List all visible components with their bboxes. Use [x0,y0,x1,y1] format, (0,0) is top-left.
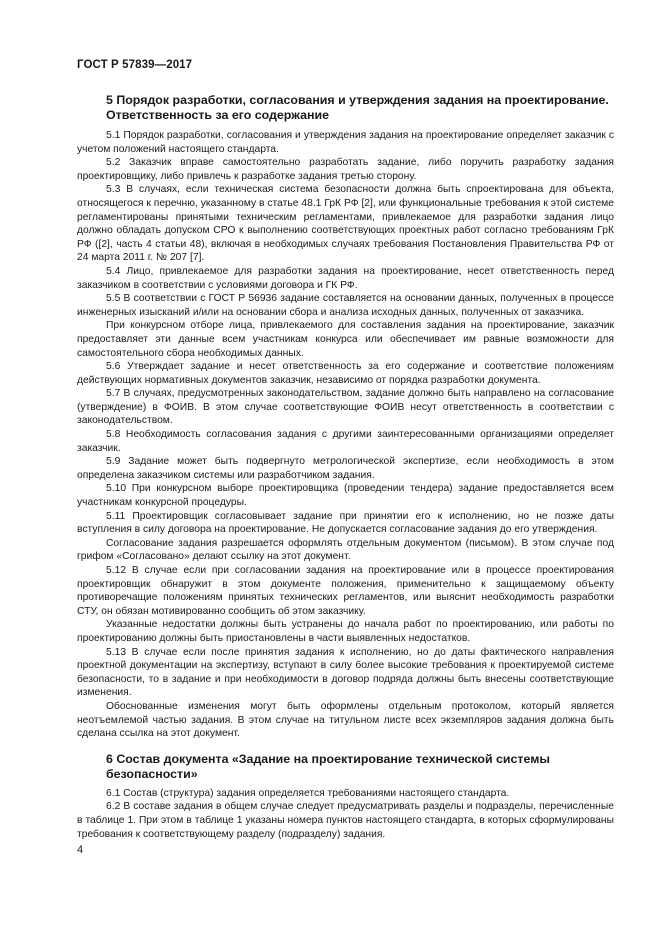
page-number: 4 [77,844,84,856]
paragraph: 5.11 Проектировщик согласовывает задание при принятии его к исполнению, но не позже даты вступления в силу договора на проектирование. Не допускается согласование задания до его утверждения. [77,510,614,536]
page-content [77,93,614,841]
paragraph: 5.13 В случае если после принятия задания к исполнению, но до даты фактического направления проектной документации на экспертизу, вступают в силу более высокие требования к проектируемой системе безопасности, то в задание и при необходимости в договор подряда должны быть внесены соответствующие изменения. [77,646,614,699]
paragraph: 5.3 В случаях, если техническая система безопасности должна быть спроектирована для объекта, относящегося к перечню, указанному в статье 48.1 ГрК РФ [2], или функциональные требования к этой системе регламентированы принятыми техническим регламентами, привлекаемое для разработки задания лицо должно обладать допуском СРО к выполнению соответствующих проектных работ согласно требованиям ГрК РФ ([2], часть 4 статьи 48), включая в необходимых случаях требования Постановления Правительства РФ от 24 марта 2011 г. № 207 [7]. [77,184,614,264]
paragraph: Согласование задания разрешается оформлять отдельным документом (письмом). В этом случае под грифом «Согласовано» делают ссылку на этот документ. [77,537,614,563]
document-header: ГОСТ Р 57839—2017 [77,59,193,71]
paragraph: 6.1 Состав (структура) задания определяется требованиями настоящего стандарта. [106,787,510,799]
paragraph: Обоснованные изменения могут быть оформлены отдельным протоколом, который является неотъемлемой частью задания. В этом случае на титульном листе всех экземпляров задания должна быть сделана ссылка на этот документ. [77,700,614,740]
paragraph: При конкурсном отборе лица, привлекаемого для составления задания на проектирование, заказчик предоставляет эти данные всем участникам конкурса или обеспечивает им равные возможности для самостоятельного сбора необходимых данных. [77,320,614,359]
paragraph: 5.6 Утверждает задание и несет ответственность за его содержание и соответствие положениям действующих нормативных документов заказчик, независимо от порядка разработки документа. [77,361,614,386]
paragraph: 5.7 В случаях, предусмотренных законодательством, задание должно быть направлено на согласование (утверждение) в ФОИВ. В этом случае соответствующие ФОИВ несут ответственность в соответствии с законодательством. [77,388,614,427]
paragraph: 5.2 Заказчик вправе самостоятельно разработать задание, либо поручить разработку задания проектировщику, либо привлечь к разработке задания третью сторону. [77,157,614,182]
paragraph: 5.1 Порядок разработки, согласования и утверждения задания на проектирование определяет заказчик с учетом положений настоящего стандарта. [77,130,614,155]
paragraph: 5.4 Лицо, привлекаемое для разработки задания на проектирование, несет ответственность перед заказчиком в соответствии с условиями договора и ГК РФ. [77,265,614,291]
paragraph: 5.9 Задание может быть подвергнуто метрологической экспертизе, если необходимость в этом определена заказчиком системы или разработчиком задания. [77,456,614,481]
paragraph: 5.8 Необходимость согласования задания с другими заинтересованными организациями определяет заказчик. [77,429,614,454]
section-5-title: 5 Порядок разработки, согласования и утверждения задания на проектирование. Ответственность за его содержание [106,93,609,122]
paragraph: 6.2 В составе задания в общем случае следует предусматривать разделы и подразделы, перечисленные в таблице 1. При этом в таблице 1 указаны номера пунктов настоящего стандарта, в которых сформулированы требования к соответствующему разделу (подразделу) задания. [77,801,614,840]
paragraph: 5.5 В соответствии с ГОСТ Р 56936 задание составляется на основании данных, полученных в процессе инженерных изысканий и/или на основании сбора и анализа исходных данных, полученных от заказчика. [77,293,614,318]
section-6-title: 6 Состав документа «Задание на проектирование технической системы безопасности» [106,751,550,781]
paragraph: Указанные недостатки должны быть устранены до начала работ по проектированию, или работы по проектированию должны быть приостановлены в части выявленных недостатков. [77,619,614,644]
paragraph: 5.12 В случае если при согласовании задания на проектирование или в процессе проектирования проектировщик обнаружит в этом документе положения, применительно к защищаемому объекту противоречащие положениям принятых технических регламентов, или выяснит необходимость разработки СТУ, он обязан мотивированно сообщить об этом заказчику. [77,565,614,617]
paragraph: 5.10 При конкурсном выборе проектировщика (проведении тендера) задание предоставляется всем участникам конкурсной процедуры. [77,483,614,509]
